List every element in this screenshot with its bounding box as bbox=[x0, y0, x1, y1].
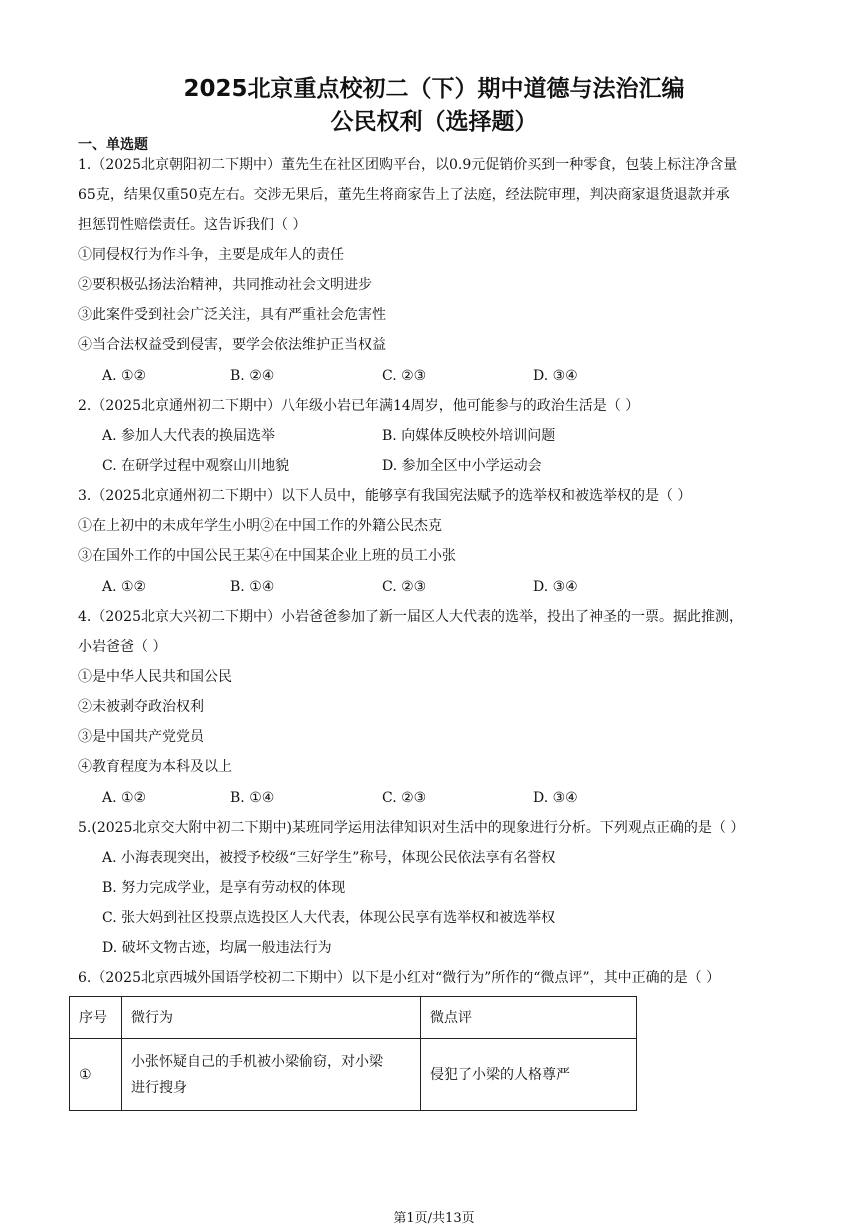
q1-option-c: C. ②③ bbox=[382, 368, 427, 384]
q2-option-a: A. 参加人大代表的换届选举 bbox=[102, 428, 276, 444]
section-heading: 一、单选题 bbox=[78, 137, 148, 153]
q2-option-c: C. 在研学过程中观察山川地貌 bbox=[102, 458, 290, 474]
q4-statement-4: ④教育程度为本科及以上 bbox=[78, 759, 232, 775]
table-cell-comment: 侵犯了小梁的人格尊严 bbox=[421, 1039, 637, 1111]
q5-option-d: D. 破坏文物古迹，均属一般违法行为 bbox=[102, 940, 332, 956]
page-footer: 第1页/共13页 bbox=[393, 1211, 475, 1226]
q2-option-b: B. 向媒体反映校外培训问题 bbox=[382, 428, 556, 444]
table-cell-index: ① bbox=[70, 1039, 122, 1111]
q3-statement-2: ③在国外工作的中国公民王某④在中国某企业上班的员工小张 bbox=[78, 548, 456, 564]
q4-option-a: A. ①② bbox=[102, 790, 147, 806]
table-header-behavior: 微行为 bbox=[122, 997, 421, 1039]
q6-table bbox=[69, 996, 637, 1111]
q4-statement-1: ①是中华人民共和国公民 bbox=[78, 669, 232, 685]
q2-stem: 2.（2025北京通州初二下期中）八年级小岩已年满14周岁，他可能参与的政治生活是（ ） bbox=[78, 398, 640, 414]
q3-option-d: D. ③④ bbox=[533, 579, 578, 595]
q2-option-d: D. 参加全区中小学运动会 bbox=[382, 458, 542, 474]
q1-option-a: A. ①② bbox=[102, 368, 147, 384]
q5-option-b: B. 努力完成学业，是享有劳动权的体现 bbox=[102, 880, 346, 896]
q5-option-c: C. 张大妈到社区投票点选投区人大代表，体现公民享有选举权和被选举权 bbox=[102, 910, 556, 926]
q1-statement-3: ③此案件受到社会广泛关注，具有严重社会危害性 bbox=[78, 307, 386, 323]
table-cell-behavior-line2: 进行搜身 bbox=[131, 1079, 187, 1096]
q1-stem-line2: 65克，结果仅重50克左右。交涉无果后，董先生将商家告上了法庭，经法院审理，判决商家退货退款并承 bbox=[78, 187, 730, 203]
q3-option-c: C. ②③ bbox=[382, 579, 427, 595]
q5-stem: 5.(2025北京交大附中初二下期中)某班同学运用法律知识对生活中的现象进行分析。下列观点正确的是（ ） bbox=[78, 820, 745, 836]
q4-option-b: B. ①④ bbox=[230, 790, 275, 806]
q1-statement-1: ①同侵权行为作斗争，主要是成年人的责任 bbox=[78, 247, 344, 263]
table-header-comment: 微点评 bbox=[421, 997, 637, 1039]
q1-stem-line3: 担惩罚性赔偿责任。这告诉我们（ ） bbox=[78, 217, 307, 233]
q1-option-d: D. ③④ bbox=[533, 368, 578, 384]
q3-stem: 3.（2025北京通州初二下期中）以下人员中，能够享有我国宪法赋予的选举权和被选举权的是（ ） bbox=[78, 488, 692, 504]
q4-stem-line1: 4.（2025北京大兴初二下期中）小岩爸爸参加了新一届区人大代表的选举，投出了神圣的一票。据此推测， bbox=[78, 609, 743, 625]
table-header-index: 序号 bbox=[70, 997, 122, 1039]
q1-stem-line1: 1.（2025北京朝阳初二下期中）董先生在社区团购平台，以0.9元促销价买到一种零食，包装上标注净含量 bbox=[78, 157, 738, 173]
q1-statement-2: ②要积极弘扬法治精神，共同推动社会文明进步 bbox=[78, 277, 372, 293]
q4-statement-2: ②未被剥夺政治权利 bbox=[78, 699, 204, 715]
page-title: 2025北京重点校初二（下）期中道德与法治汇编 bbox=[183, 76, 685, 102]
q1-statement-4: ④当合法权益受到侵害，要学会依法维护正当权益 bbox=[78, 337, 386, 353]
q4-option-c: C. ②③ bbox=[382, 790, 427, 806]
q3-statement-1: ①在上初中的未成年学生小明②在中国工作的外籍公民杰克 bbox=[78, 518, 442, 534]
q3-option-a: A. ①② bbox=[102, 579, 147, 595]
q4-statement-3: ③是中国共产党党员 bbox=[78, 729, 204, 745]
page-subtitle: 公民权利（选择题） bbox=[330, 109, 538, 135]
q4-stem-line2: 小岩爸爸（ ） bbox=[78, 639, 167, 655]
table-header-row bbox=[70, 997, 637, 1039]
q4-option-d: D. ③④ bbox=[533, 790, 578, 806]
table-cell-behavior-line1: 小张怀疑自己的手机被小梁偷窃，对小梁 bbox=[131, 1053, 383, 1070]
q5-option-a: A. 小海表现突出，被授予校级“三好学生”称号，体现公民依法享有名誉权 bbox=[102, 850, 556, 866]
q1-option-b: B. ②④ bbox=[230, 368, 275, 384]
q3-option-b: B. ①④ bbox=[230, 579, 275, 595]
table-cell-behavior bbox=[122, 1039, 421, 1111]
q6-stem: 6.（2025北京西城外国语学校初二下期中）以下是小红对“微行为”所作的“微点评”，其中正确的是（ ） bbox=[78, 970, 721, 986]
table-row bbox=[70, 1039, 637, 1111]
